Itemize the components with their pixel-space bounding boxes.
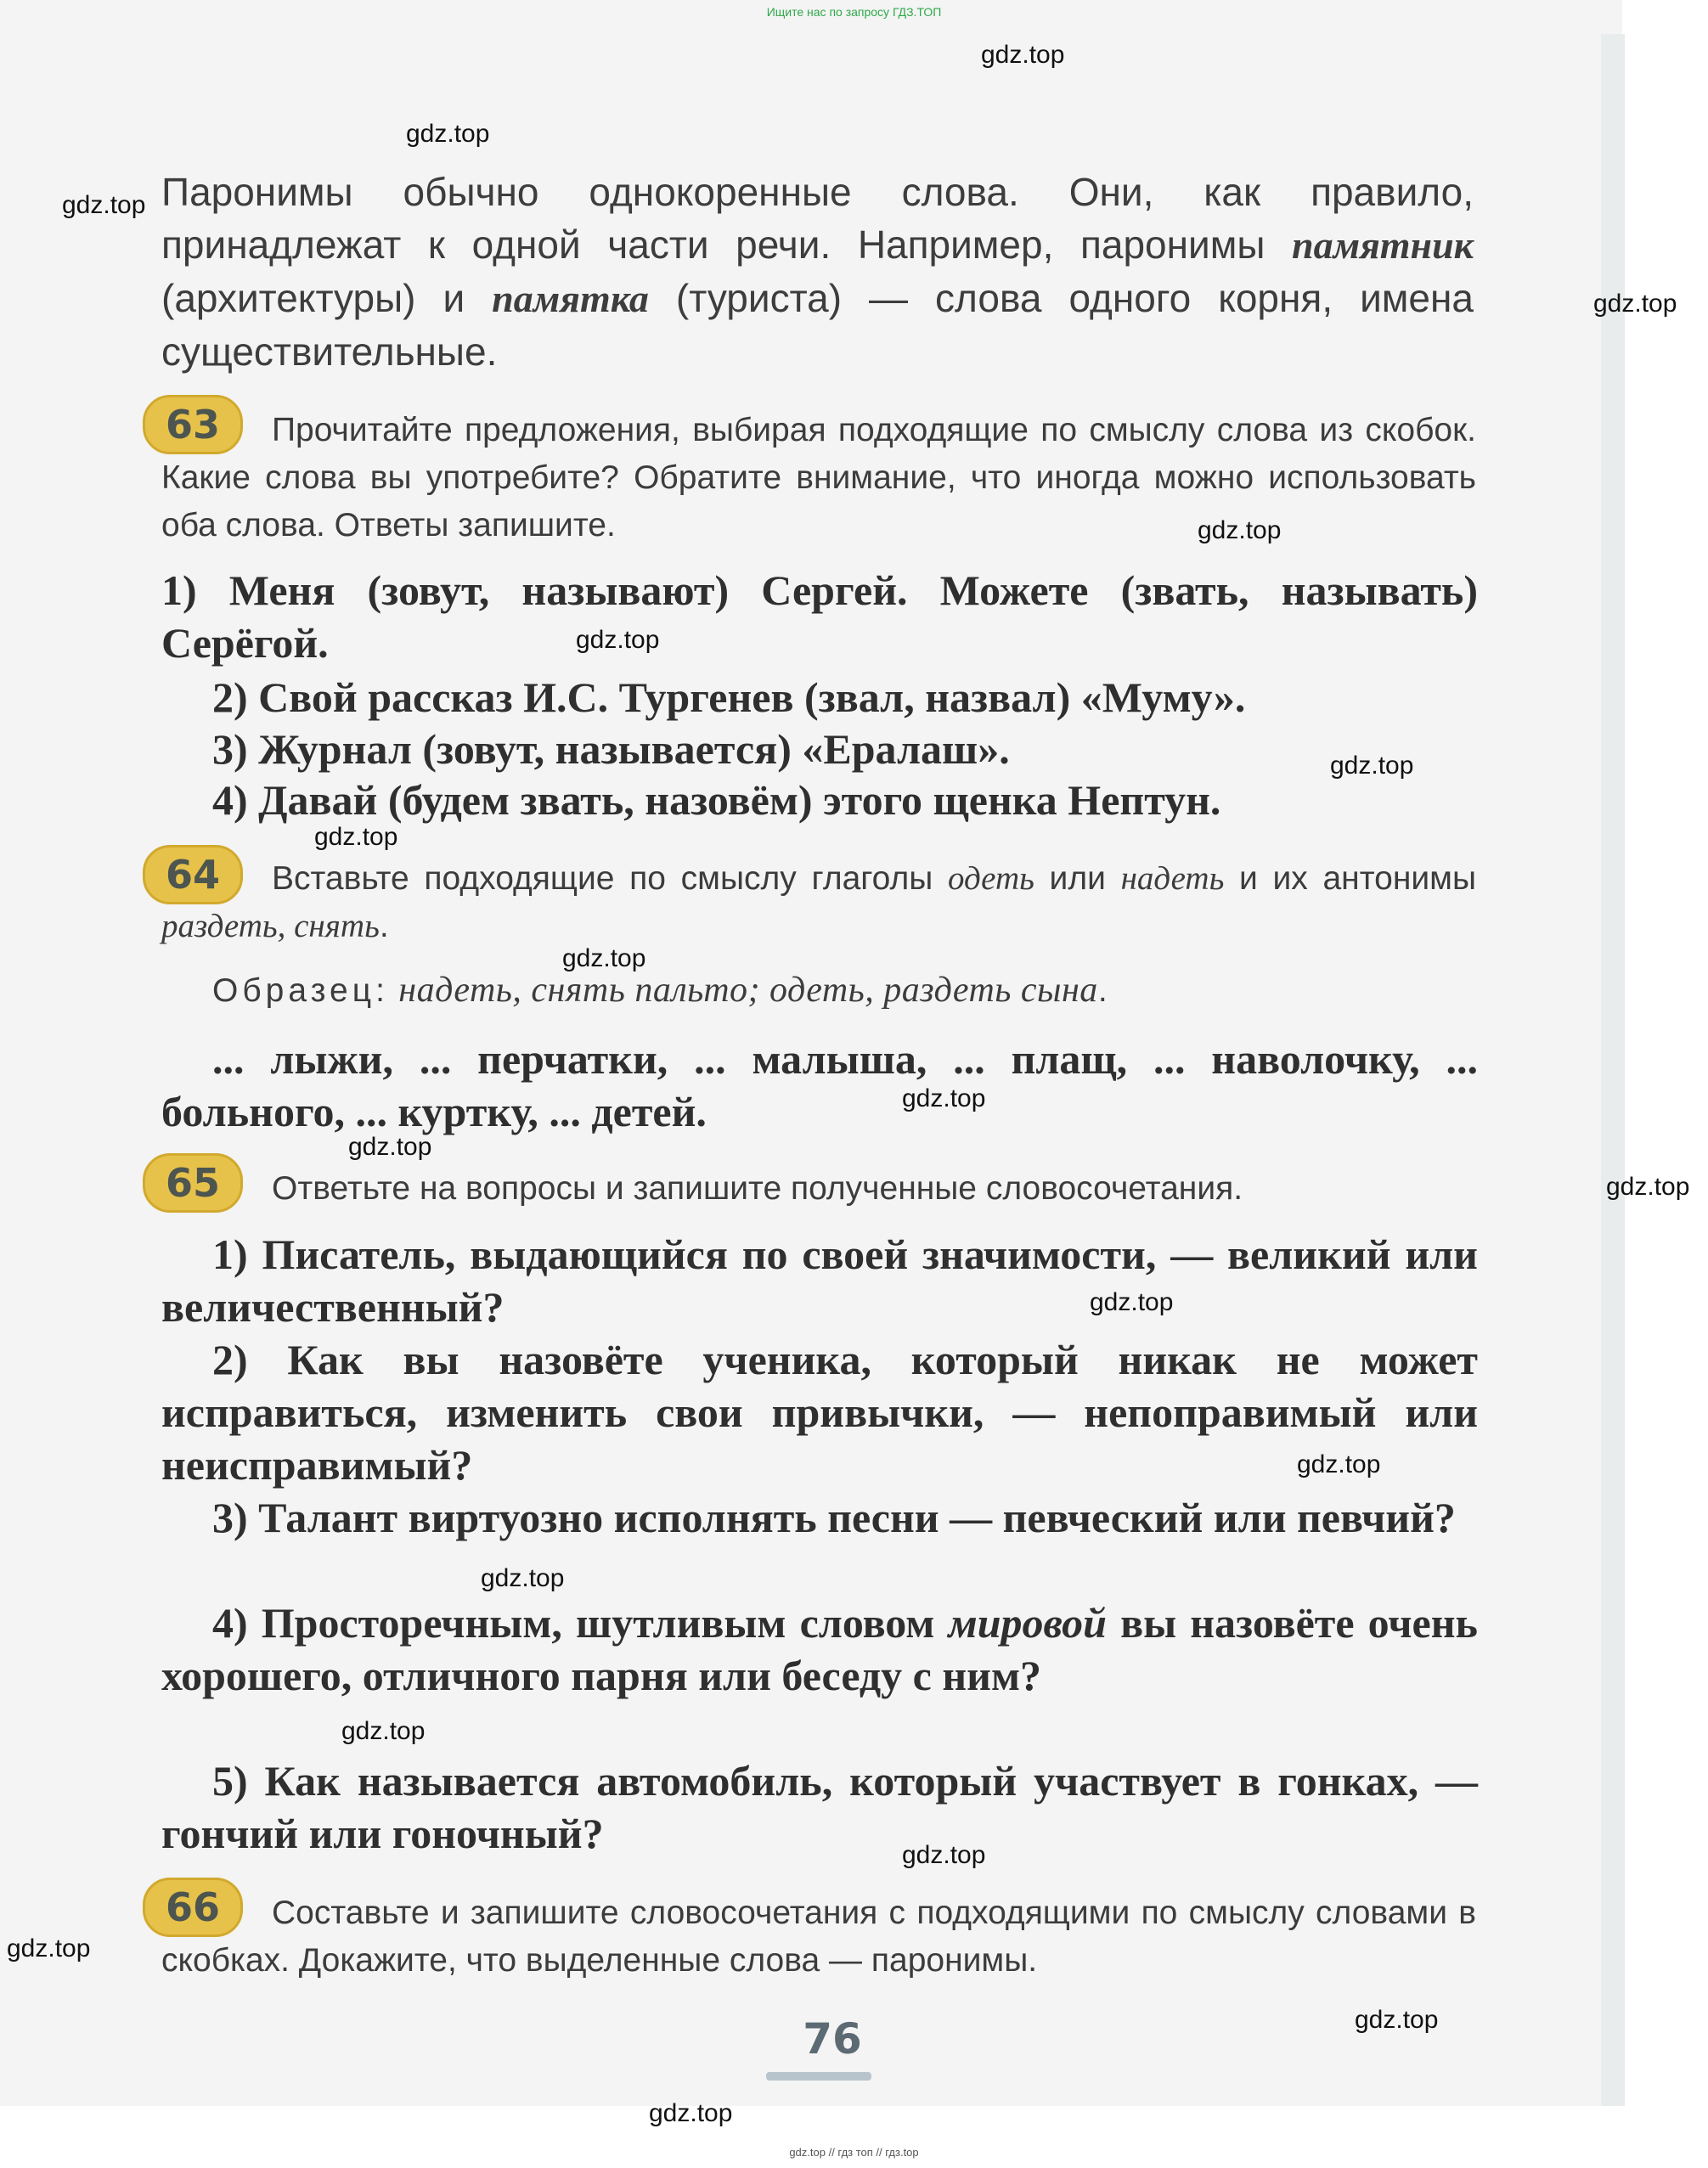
page-number-underline	[766, 2072, 871, 2081]
watermark-label: gdz.top	[902, 1841, 986, 1869]
question-item	[161, 1596, 1478, 1702]
sample-text: надеть, снять пальто; одеть, раздеть сына	[398, 971, 1098, 1010]
watermark-label: gdz.top	[7, 1934, 91, 1962]
watermark-label: gdz.top	[1355, 2006, 1439, 2034]
bottom-banner: gdz.top // гдз топ // гдз.top	[789, 2146, 919, 2159]
sample-end: .	[1097, 972, 1108, 1009]
exercise-task-64	[161, 855, 1476, 950]
watermark-label: gdz.top	[481, 1564, 565, 1592]
sentence-item: 4) Давай (будем звать, назовём) этого щенка Нептун.	[212, 776, 1221, 824]
paronym-word: памятник	[1291, 223, 1474, 267]
exercise-task-66: Составьте и запишите словосочетания с подходящими по смыслу словами в скобках. Докажите, что выделенные слова — паронимы.	[161, 1895, 1476, 1979]
exercise-number-64: 64	[143, 845, 243, 904]
question-text: 4) Просторечным, шутливым словом	[212, 1599, 949, 1647]
verb-word: одеть	[947, 860, 1034, 897]
sample-label: Образец:	[212, 972, 389, 1009]
exercise-number-66: 66	[143, 1878, 243, 1937]
antonym-words: раздеть, снять	[161, 908, 380, 944]
question-text: вы назовёте очень хорошего, отличного парня или беседу с ним?	[161, 1599, 1478, 1699]
watermark-label: gdz.top	[1090, 1288, 1174, 1316]
sentence-item: 1) Меня (зовут, называют) Сергей. Можете (звать, называть) Серёгой.	[161, 566, 1478, 667]
theory-text: (туриста) — слова одного корня, имена существительные.	[161, 276, 1474, 374]
watermark-label: gdz.top	[1593, 290, 1677, 318]
watermark-label: gdz.top	[1297, 1450, 1381, 1478]
question-item: 3) Талант виртуозно исполнять песни — певческий или певчий?	[212, 1494, 1456, 1541]
theory-text: (архитектуры) и	[161, 276, 493, 320]
watermark-label: gdz.top	[314, 823, 398, 851]
sentence-item: 3) Журнал (зовут, называется) «Ералаш».	[212, 725, 1010, 773]
watermark-label: gdz.top	[341, 1717, 426, 1745]
task-text: Вставьте подходящие по смыслу глаголы	[272, 860, 948, 897]
verb-word: надеть	[1120, 860, 1225, 897]
exercise-number-65: 65	[143, 1153, 243, 1213]
top-banner: Ищите нас по запросу ГДЗ.ТОП	[766, 5, 942, 19]
question-item: 1) Писатель, выдающийся по своей значимости, — великий или величественный?	[161, 1230, 1478, 1331]
sentence-item: 2) Свой рассказ И.С. Тургенев (звал, назвал) «Муму».	[212, 673, 1246, 721]
question-item: 5) Как называется автомобиль, который участвует в гонках, — гончий или гоночный?	[161, 1757, 1478, 1857]
exercise-number-63: 63	[143, 395, 243, 454]
watermark-label: gdz.top	[562, 944, 646, 972]
question-keyword: мировой	[948, 1599, 1107, 1647]
question-item: 2) Как вы назовёте ученика, который никак не может исправиться, изменить свои привычки, — непоправимый или неисправимый?	[161, 1336, 1478, 1489]
theory-paragraph	[161, 166, 1474, 378]
exercise-task-63: Прочитайте предложения, выбирая подходящие по смыслу слова из скобок. Какие слова вы употребите? Обратите внимание, что иногда можно использовать оба слова. Ответы запишите.	[161, 412, 1476, 543]
task-text: и их антонимы	[1224, 860, 1476, 897]
paronym-word: памятка	[492, 277, 649, 320]
task-text: .	[379, 908, 389, 944]
sample-line	[212, 970, 1108, 1011]
exercise-task-65: Ответьте на вопросы и запишите полученные словосочетания.	[272, 1170, 1243, 1207]
watermark-label: gdz.top	[62, 191, 146, 219]
page-edge	[1601, 34, 1625, 2106]
watermark-label: gdz.top	[1606, 1173, 1690, 1201]
watermark-label: gdz.top	[1198, 516, 1282, 544]
watermark-label: gdz.top	[649, 2099, 733, 2127]
watermark-label: gdz.top	[576, 626, 660, 654]
watermark-label: gdz.top	[1330, 752, 1414, 780]
page-number: 76	[803, 2014, 862, 2064]
watermark-label: gdz.top	[902, 1084, 986, 1112]
watermark-label: gdz.top	[348, 1133, 432, 1161]
theory-text: Паронимы обычно однокоренные слова. Они, как правило, принадлежат к одной части речи. Например, паронимы	[161, 170, 1474, 267]
exercise-words-64: ... лыжи, ... перчатки, ... малыша, ... плащ, ... наволочку, ... больного, ... куртку, ... детей.	[161, 1035, 1478, 1135]
watermark-label: gdz.top	[406, 120, 490, 148]
task-text: или	[1034, 860, 1121, 897]
watermark-label: gdz.top	[981, 41, 1065, 69]
